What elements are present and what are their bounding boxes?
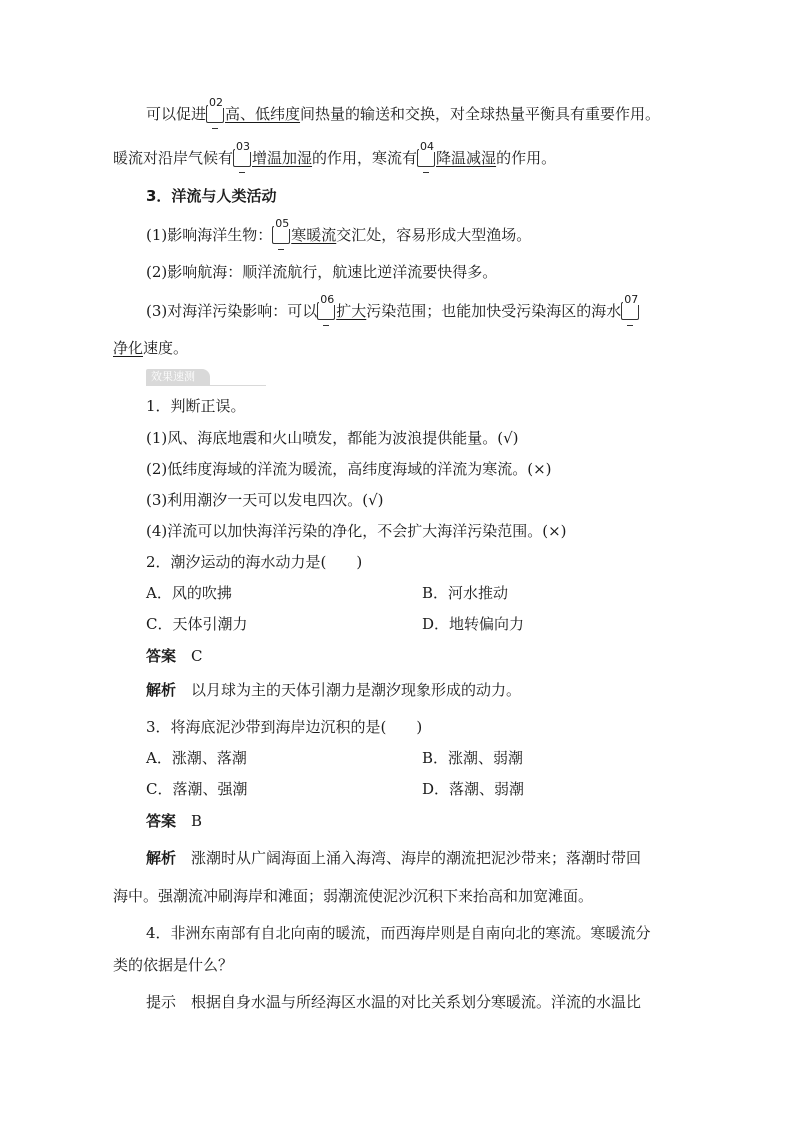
q2-answer [146,646,203,666]
paragraph-climate-effect [113,140,557,168]
option-a: A．风的吹拂 [146,584,232,602]
q1-statement: (2)低纬度海域的洋流为暖流，高纬度海域的洋流为寒流。(×) [146,460,552,478]
text: 间热量的输送和交换，对全球热量平衡具有重要作用。 [300,105,661,123]
text: 污染范围；也能加快受污染海区的海水 [366,302,622,320]
section-label: 效果速测 [146,369,210,385]
blank-number-tag [272,217,290,244]
blank-number: 02 [209,96,224,109]
answer-fill: 寒暖流 [291,226,337,244]
option-c: C．天体引潮力 [146,615,248,633]
q3-title: 3．将海底泥沙带到海岸边沉积的是( ) [146,718,423,736]
blank-number-tag [233,140,251,167]
answer-value: B [191,812,203,830]
q1-statement: (3)利用潮汐一天可以发电四次。(√) [146,491,384,509]
option-d: D．地转偏向力 [422,615,525,633]
option-a: A．涨潮、落潮 [146,749,247,767]
text: 暖流对沿岸气候有 [113,149,234,167]
q1-statement: (1)风、海底地震和火山喷发，都能为波浪提供能量。(√) [146,429,519,447]
q3-answer [146,811,202,831]
explanation-text: 涨潮时从广阔海面上涌入海湾、海岸的潮流把泥沙带来；落潮时带回 [191,849,642,867]
blank-number: 07 [624,293,639,306]
q4-question: 4．非洲东南部有自北向南的暖流，而西海岸则是自南向北的寒流。寒暖流分 [146,924,651,942]
section-title: 3．洋流与人类活动 [146,187,277,205]
answer-fill: 增温加湿 [252,149,313,167]
blank-number-tag [206,96,224,123]
answer-fill: 净化 [113,339,144,357]
q4-hint [146,992,641,1012]
text: 速度。 [143,339,189,357]
explanation-text: 以月球为主的天体引潮力是潮汐现象形成的动力。 [191,681,522,699]
blank-number-tag [417,140,435,167]
blank-number: 06 [320,293,335,306]
q1-statement: (4)洋流可以加快海洋污染的净化，不会扩大海洋污染范围。(×) [146,522,567,540]
blank-number: 05 [275,217,290,230]
paragraph-heat-transfer [146,96,661,124]
explanation-label: 解析 [146,849,177,867]
text: (1)影响海洋生物： [146,226,273,244]
answer-label: 答案 [146,647,177,665]
text: (3)对海洋污染影响：可以 [146,302,318,320]
text: 可以促进 [146,105,207,123]
item-navigation: (2)影响航海：顺洋流航行，航速比逆洋流要快得多。 [146,263,498,281]
option-c: C．落潮、强潮 [146,780,248,798]
answer-fill: 高、低纬度 [225,105,301,123]
blank-number: 04 [420,140,435,153]
option-d: D．落潮、弱潮 [422,780,525,798]
text: 的作用。 [496,149,557,167]
hint-label: 提示 [146,993,177,1011]
label-divider [146,385,266,386]
q3-explanation-cont: 海中。强潮流冲刷海岸和滩面；弱潮流使泥沙沉积下来抬高和加宽滩面。 [113,887,594,905]
item-pollution-cont [113,338,188,358]
q3-explanation [146,848,641,868]
explanation-label: 解析 [146,681,177,699]
q1-title: 1．判断正误。 [146,397,246,415]
answer-value: C [191,647,203,665]
blank-number-tag [317,293,335,320]
option-b: B．涨潮、弱潮 [422,749,524,767]
text: 的作用，寒流有 [312,149,418,167]
answer-label: 答案 [146,812,177,830]
answer-fill: 扩大 [336,302,367,320]
answer-fill: 降温减湿 [436,149,497,167]
q4-question-cont: 类的依据是什么？ [113,956,234,974]
blank-number: 03 [236,140,251,153]
q2-explanation [146,680,521,700]
item-marine-life [146,217,532,245]
hint-text: 根据自身水温与所经海区水温的对比关系划分寒暖流。洋流的水温比 [191,993,642,1011]
item-pollution [146,293,640,321]
option-b: B．河水推动 [422,584,509,602]
q2-title: 2．潮汐运动的海水动力是( ) [146,553,363,571]
text: 交汇处，容易形成大型渔场。 [336,226,532,244]
blank-number-tag [621,293,639,320]
